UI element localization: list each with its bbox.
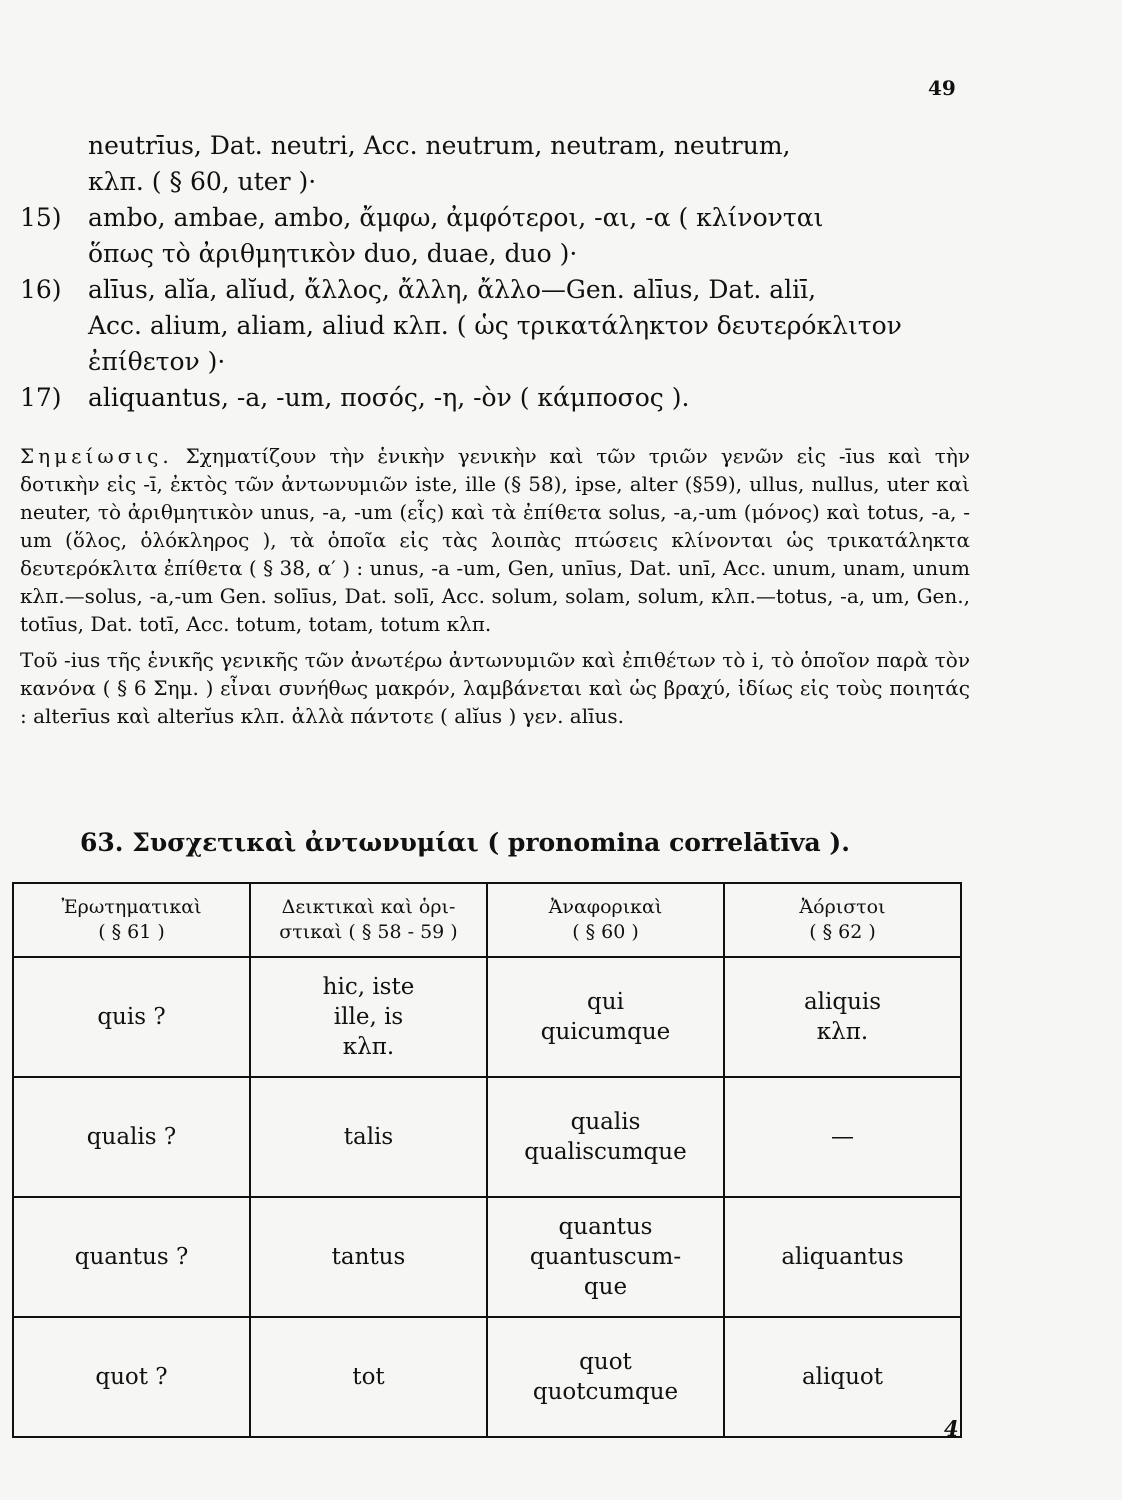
header-cell: Δεικτικαὶ καὶ ὁρι- στικαὶ ( § 58 - 59 )	[250, 883, 487, 957]
note-block	[20, 442, 970, 738]
table-cell: aliquot	[724, 1317, 961, 1437]
header-cell: Ἐρωτηματικαὶ ( § 61 )	[13, 883, 250, 957]
page-number: 49	[928, 76, 956, 100]
table-cell: quantus ?	[13, 1197, 250, 1317]
table-cell: talis	[250, 1077, 487, 1197]
list-line: ὅπως τὸ ἀριθμητικὸν duo, duae, duo )·	[88, 239, 578, 268]
table-cell: quantus quantuscum- que	[487, 1197, 724, 1317]
table-cell: qui quicumque	[487, 957, 724, 1077]
table-row	[13, 1317, 961, 1437]
table-row	[13, 1197, 961, 1317]
list-line: 16) alīus, alĭa, alĭud, ἄλλος, ἄλλη, ἄλλο—Gen. alīus, Dat. aliī,	[20, 272, 970, 308]
list-line: Acc. alium, aliam, aliud κλπ. ( ὡς τρικατάληκτον δευτερόκλιτον	[88, 311, 902, 340]
table-header-row	[13, 883, 961, 957]
item-number: 17)	[20, 383, 62, 412]
table-cell: hic, iste ille, is κλπ.	[250, 957, 487, 1077]
table-cell: aliquantus	[724, 1197, 961, 1317]
list-line: neutrīus, Dat. neutri, Acc. neutrum, neutram, neutrum,	[88, 131, 791, 160]
table-row	[13, 957, 961, 1077]
table-cell: —	[724, 1077, 961, 1197]
note-paragraph	[20, 442, 970, 638]
table-cell: tantus	[250, 1197, 487, 1317]
table-cell: qualis qualiscumque	[487, 1077, 724, 1197]
table-cell: quot quotcumque	[487, 1317, 724, 1437]
table-cell: tot	[250, 1317, 487, 1437]
table-cell: aliquis κλπ.	[724, 957, 961, 1077]
note-text: Σχηματίζουν τὴν ἑνικὴν γενικὴν καὶ τῶν τριῶν γενῶν εἰς -īus καὶ τὴν δοτικὴν εἰς -ī, ἐκτὸς τῶν ἀντωνυμιῶν iste, ille (§ 58), ipse, alter (§59), ullus, nullus, uter καὶ neuter, τὸ ἀριθμητικὸν unus, -a, -um (εἷς) καὶ τὰ ἐπίθετα solus, -a,-um (μόνος) καὶ totus, -a, -um (ὅλος, ὁλόκληρος ), τὰ ὁποῖα εἰς τὰς λοιπὰς πτώσεις κλίνονται ὡς τρικατάληκτα δευτερόκλιτα ἐπίθετα ( § 38, α′ ) : unus, -a -um, Gen, unīus, Dat. unī, Acc. unum, unam, unum κλπ.—solus, -a,-um Gen. solīus, Dat. solī, Acc. solum, solam, solum, κλπ.—totus, -a, um, Gen., totīus, Dat. totī, Acc. totum, totam, totum κλπ.	[20, 444, 970, 636]
list-line: 17) aliquantus, -a, -um, ποσός, -η, -ὸν ( κάμποσος ).	[20, 380, 970, 416]
item-number: 15)	[20, 203, 62, 232]
note-paragraph: Τοῦ -ius τῆς ἑνικῆς γενικῆς τῶν ἀνωτέρω ἀντωνυμιῶν καὶ ἐπιθέτων τὸ i, τὸ ὁποῖον παρὰ τὸν κανόνα ( § 6 Σημ. ) εἶναι συνήθως μακρόν, λαμβάνεται καὶ ὡς βραχύ, ἰδίως εἰς τοὺς ποιητάς : alterīus καὶ alterĭus κλπ. ἀλλὰ πάντοτε ( alĭus ) γεν. alīus.	[20, 648, 970, 728]
table-cell: qualis ?	[13, 1077, 250, 1197]
section-heading: 63. Συσχετικαὶ ἀντωνυμίαι ( pronomina correlātīva ).	[80, 828, 850, 857]
item-number: 16)	[20, 275, 62, 304]
numbered-list	[20, 128, 970, 416]
header-cell: Ἀόριστοι ( § 62 )	[724, 883, 961, 957]
footer-signature-number: 4	[944, 1416, 959, 1441]
list-line: κλπ. ( § 60, uter )·	[88, 167, 317, 196]
correlative-table	[12, 882, 962, 1438]
table-row	[13, 1077, 961, 1197]
note-label: Σημείωσις.	[20, 444, 173, 468]
table-cell: quot ?	[13, 1317, 250, 1437]
table-cell: quis ?	[13, 957, 250, 1077]
header-cell: Ἀναφορικαὶ ( § 60 )	[487, 883, 724, 957]
list-line: 15) ambo, ambae, ambo, ἄμφω, ἀμφότεροι, -αι, -α ( κλίνονται	[20, 200, 970, 236]
list-line: ἐπίθετον )·	[88, 347, 226, 376]
